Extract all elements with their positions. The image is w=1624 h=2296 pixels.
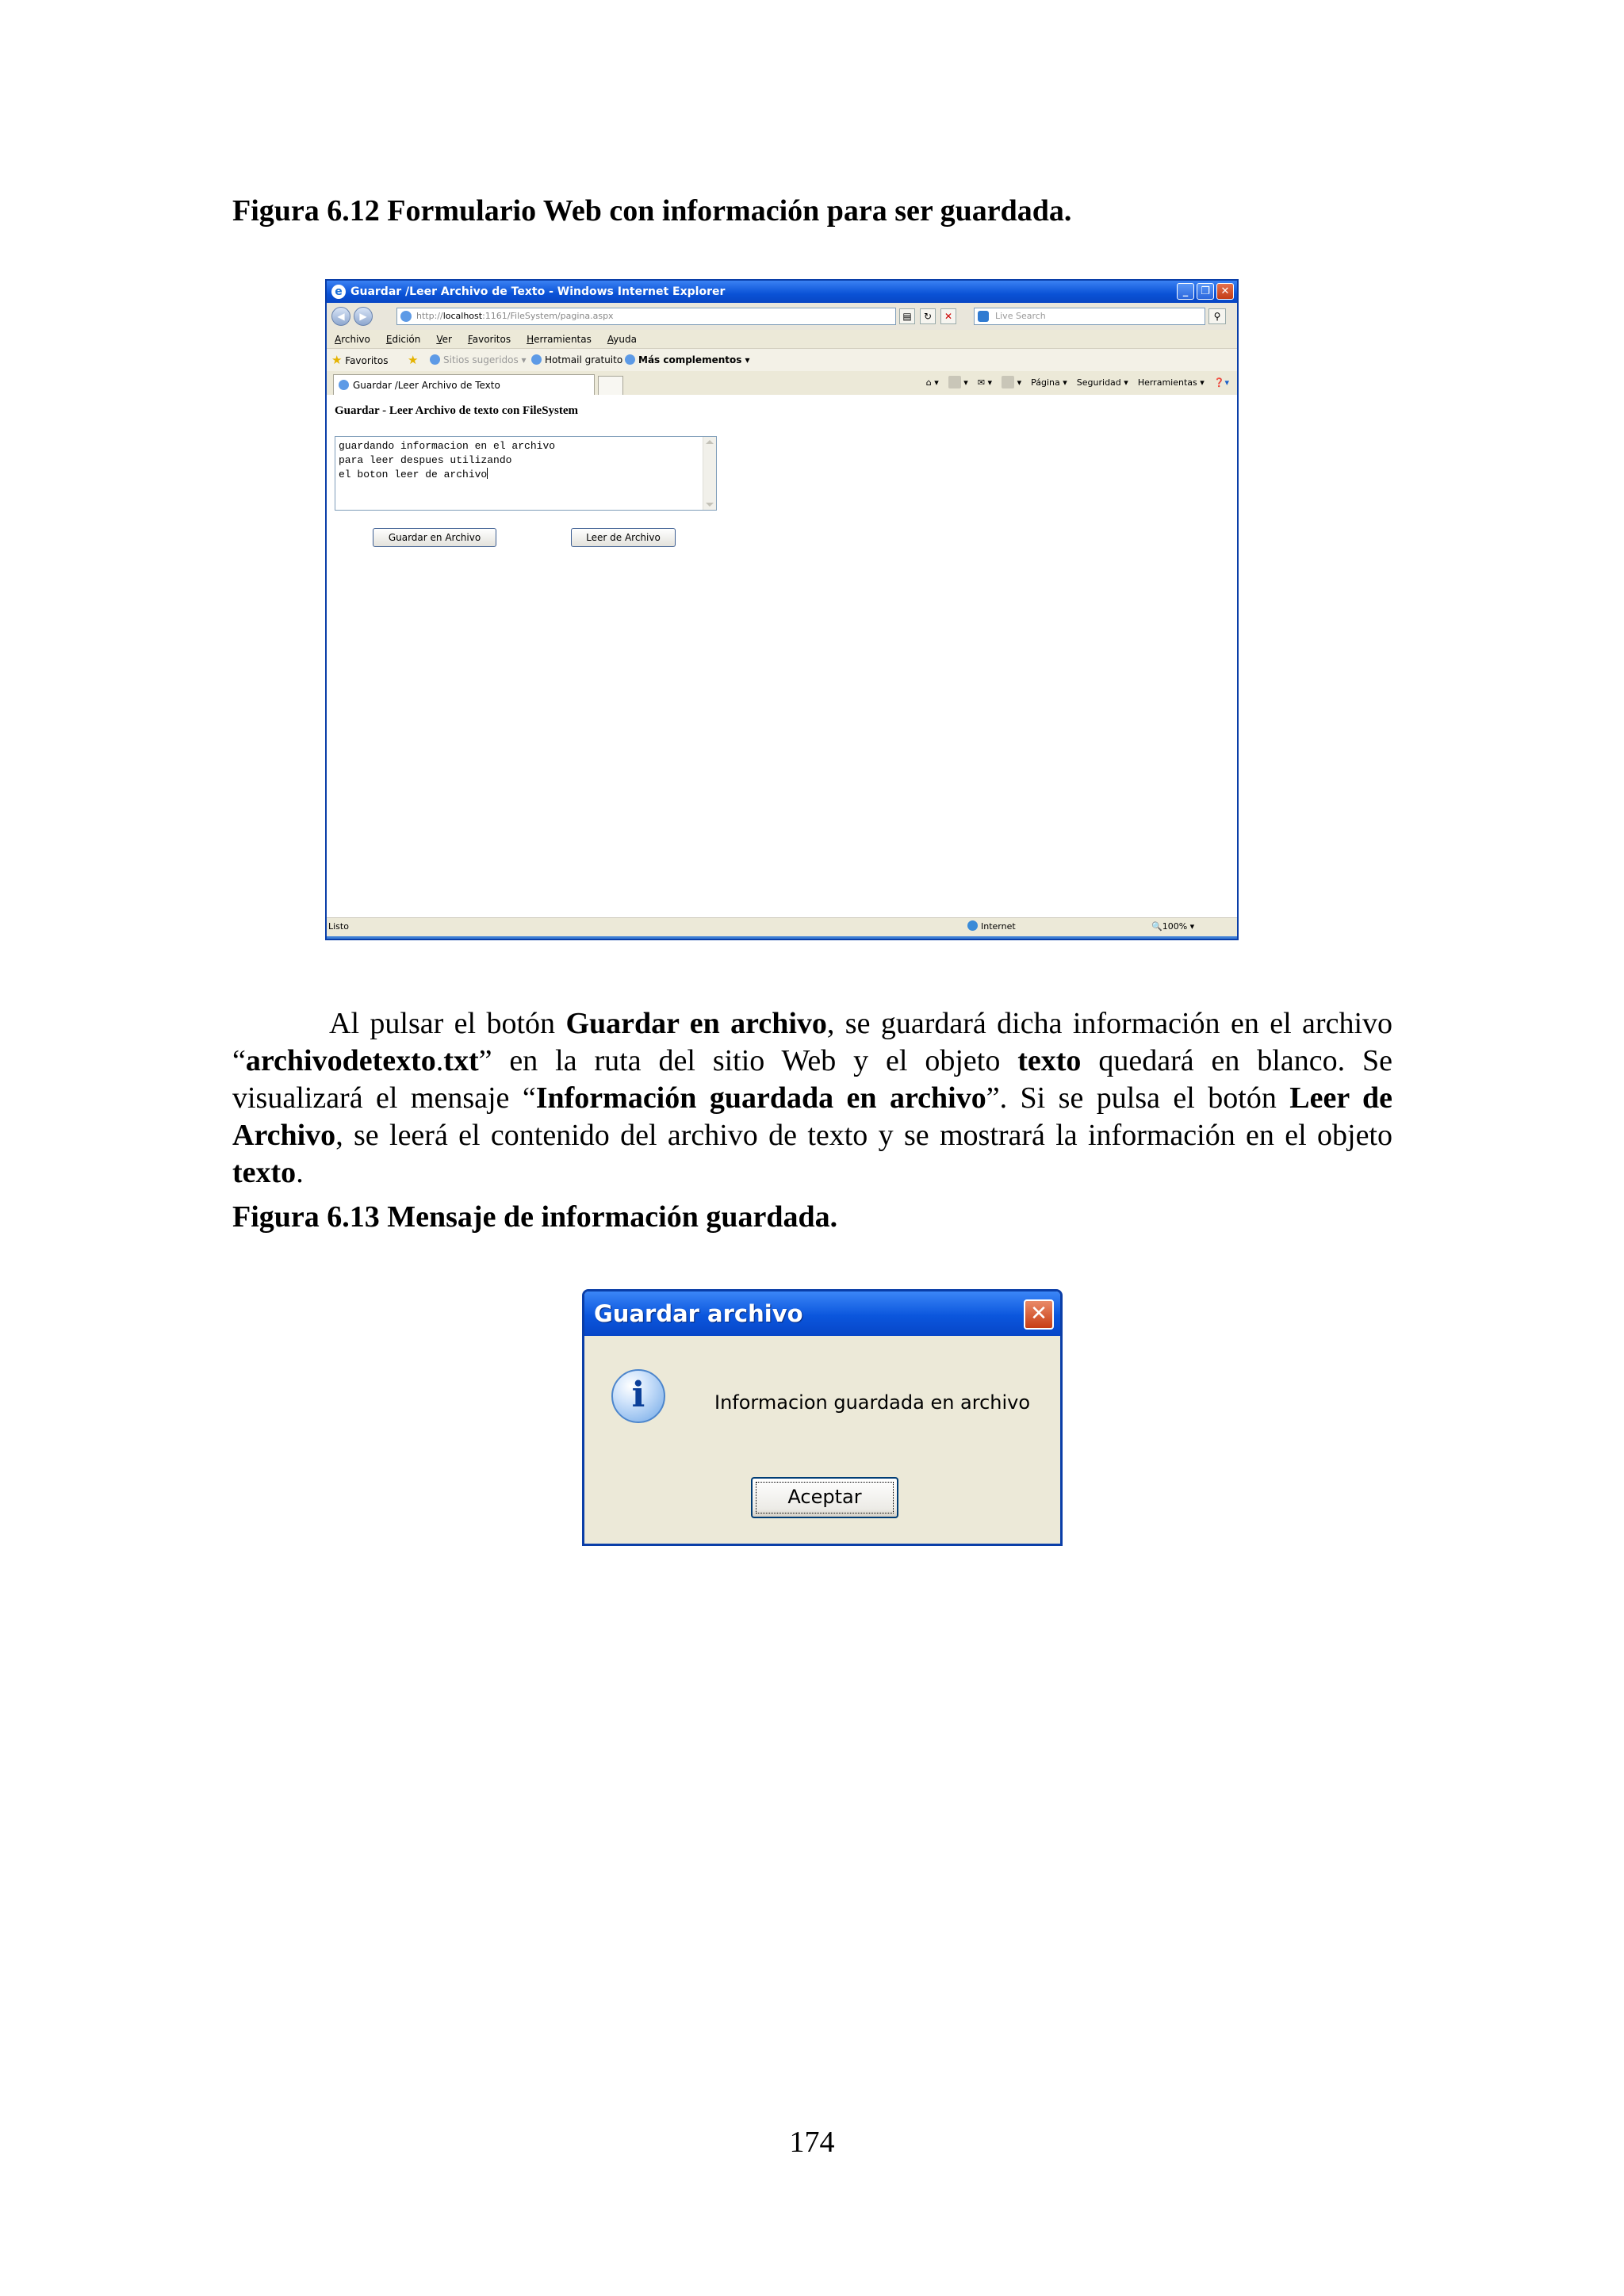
command-bar — [926, 371, 1229, 395]
body-paragraph: Al pulsar el botón Guardar en archivo, se guardará dicha información en el archivo “archivodetexto.txt” en la ruta del sitio Web y el objeto texto quedará en blanco. Se visualizará el mensaje “Información guardada en archivo”. Si se pulsa el botón Leer de Archivo, se leerá el contenido del archivo de texto y se mostrará la información en el objeto texto. — [232, 1007, 1393, 1189]
window-title: Guardar /Leer Archivo de Texto - Windows Internet Explorer — [350, 285, 726, 298]
more-addons-link[interactable]: Más complementos ▾ — [625, 349, 750, 371]
live-search-icon — [978, 311, 989, 322]
help-icon[interactable]: ❓▾ — [1213, 377, 1229, 388]
suggested-sites-link[interactable]: Sitios sugeridos ▾ — [430, 349, 527, 371]
tab-bar — [327, 371, 1237, 396]
info-icon: i — [611, 1369, 665, 1423]
message-dialog — [582, 1289, 1063, 1546]
page-number: 174 — [789, 2126, 835, 2159]
address-bar[interactable]: http://localhost:1161/FileSystem/pagina.aspx — [396, 308, 896, 325]
menu-herramientas[interactable]: Herramientas — [527, 334, 592, 345]
new-tab-button[interactable] — [598, 376, 623, 396]
menu-favoritos[interactable]: Favoritos — [467, 334, 511, 345]
dialog-title: Guardar archivo — [584, 1292, 1060, 1336]
save-to-file-button[interactable]: Guardar en Archivo — [373, 528, 496, 547]
add-favorite-icon[interactable]: ★ — [408, 353, 419, 367]
page-content — [327, 395, 1237, 918]
maximize-button[interactable]: ❐ — [1197, 283, 1214, 300]
menu-edicion[interactable]: Edición — [385, 334, 421, 345]
compatibility-icon[interactable]: ▤ — [899, 308, 915, 324]
menu-bar — [327, 330, 1237, 349]
dialog-message: Informacion guardada en archivo — [714, 1391, 1031, 1414]
menu-pagina[interactable]: Página ▾ — [1031, 377, 1067, 388]
menu-seguridad[interactable]: Seguridad ▾ — [1076, 377, 1128, 388]
tab-current[interactable]: Guardar /Leer Archivo de Texto — [333, 374, 595, 395]
home-icon[interactable]: ⌂ ▾ — [925, 377, 939, 388]
stop-icon[interactable]: ✕ — [940, 308, 956, 324]
page-title: Guardar - Leer Archivo de texto con FileSystem — [335, 404, 579, 417]
print-icon[interactable]: ▾ — [1002, 371, 1021, 395]
figure-caption-6-13: Figura 6.13 Mensaje de información guardada. — [232, 1200, 838, 1234]
ok-button[interactable]: Aceptar — [751, 1477, 898, 1518]
refresh-icon[interactable]: ↻ — [920, 308, 936, 324]
text-area[interactable]: guardando informacion en el archivo para leer despues utilizando el boton leer de archivo — [335, 436, 717, 511]
menu-ver[interactable]: Ver — [436, 334, 452, 345]
minimize-button[interactable]: _ — [1177, 283, 1194, 300]
mail-icon[interactable]: ✉ ▾ — [977, 377, 993, 388]
forward-icon[interactable]: ▶ — [354, 307, 373, 326]
address-toolbar — [327, 303, 1237, 331]
zoom-level[interactable]: 🔍100% ▾ — [1151, 921, 1195, 932]
favorites-button[interactable]: ★ Favoritos — [331, 353, 389, 367]
page-icon — [400, 311, 412, 322]
globe-icon — [967, 920, 978, 931]
back-icon[interactable]: ◀ — [331, 307, 350, 326]
textarea-scrollbar[interactable] — [703, 437, 716, 510]
figure-caption-6-12: Figura 6.12 Formulario Web con información para ser guardada. — [232, 194, 1072, 228]
status-text: Listo — [328, 921, 349, 932]
search-input[interactable]: Live Search — [974, 308, 1205, 325]
menu-ayuda[interactable]: Ayuda — [607, 334, 637, 345]
read-from-file-button[interactable]: Leer de Archivo — [571, 528, 676, 547]
browser-window — [325, 279, 1239, 940]
favorites-bar — [327, 349, 1237, 372]
security-zone[interactable]: Internet — [967, 918, 1016, 936]
hotmail-link[interactable]: Hotmail gratuito — [531, 349, 622, 371]
page-icon — [339, 380, 349, 390]
browser-title-bar — [327, 281, 1237, 303]
menu-herramientas-cmd[interactable]: Herramientas ▾ — [1137, 377, 1205, 388]
dialog-close-button[interactable]: ✕ — [1024, 1299, 1054, 1330]
search-icon[interactable]: ⚲ — [1208, 308, 1226, 324]
close-button[interactable]: ✕ — [1216, 283, 1234, 300]
star-icon: ★ — [331, 353, 343, 367]
feeds-icon[interactable]: ▾ — [948, 371, 968, 395]
internet-explorer-icon: e — [331, 285, 346, 299]
status-bar — [327, 917, 1237, 939]
text-caret — [487, 468, 488, 479]
menu-archivo[interactable]: Archivo — [335, 334, 370, 345]
